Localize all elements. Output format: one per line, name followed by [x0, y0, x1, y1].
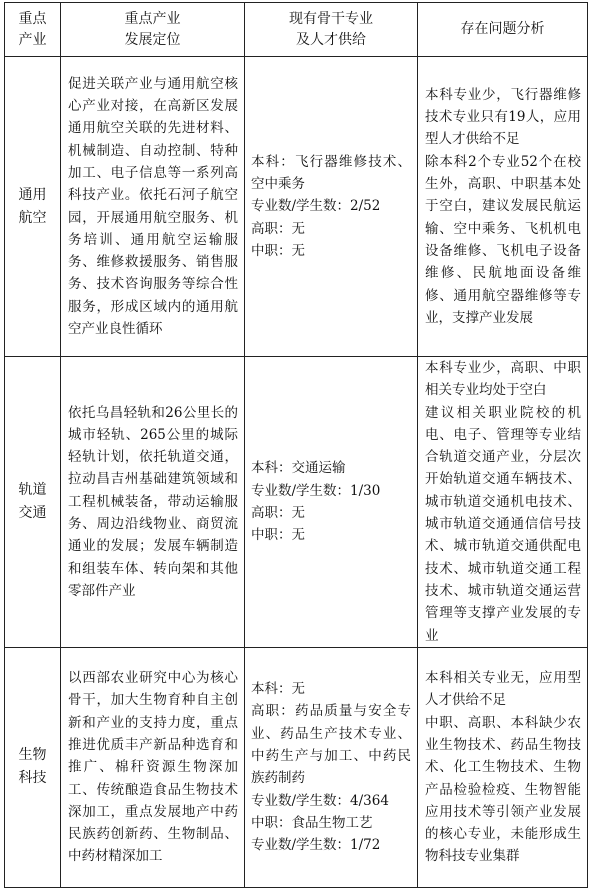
- analysis-text: [418, 357, 588, 648]
- supply-line: 专业数/学生数：1/30: [251, 482, 381, 499]
- supply-line: 本科：飞行器维修技术、空中乘务: [251, 153, 411, 193]
- table-row: [5, 647, 588, 887]
- positioning-paragraph: 依托乌昌轻轨和26公里长的城市轻轨、265公里的城际轻轨计划，依托轨道交通，拉动昌吉州基础建筑领域和工程机械装备，带动运输服务、周边沿线物业、商贸流通业的发展；发展车辆制造和组装车体、转向架和其他零部件产业: [68, 404, 238, 599]
- header-text: 重点: [18, 10, 47, 27]
- industry-name-line: 通用: [18, 186, 47, 203]
- header-text: 发展定位: [124, 31, 181, 48]
- industry-name-line: 航空: [18, 209, 47, 226]
- supply-line: 中职：无: [251, 527, 305, 544]
- header-supply: [245, 3, 418, 57]
- header-key-industry: [5, 3, 61, 57]
- header-analysis: [418, 3, 588, 57]
- supply-line: 专业数/学生数：4/364: [251, 792, 389, 809]
- header-text: 现有骨干专业: [289, 10, 373, 27]
- industry-table: [4, 2, 588, 888]
- analysis-paragraph: 建议相关职业院校的机电、电子、管理等专业结合轨道交通产业，分层次开始轨道交通车辆技术、城市轨道交通机电技术、城市轨道交通通信信号技术、城市轨道交通供配电技术、城市轨道交通工程技术、城市轨道交通运营管理等支撑产业发展的专业: [425, 404, 581, 644]
- table-row: [5, 57, 588, 357]
- analysis-paragraph: 本科专业少，飞行器维修技术专业只有19人，应用型人才供给不足: [425, 86, 581, 148]
- analysis-text: [418, 57, 588, 357]
- supply-line: 高职：药品质量与安全专业、药品生产技术专业、中药生产与加工、中药民族药制药: [251, 703, 411, 787]
- header-text: 及人才供给: [296, 31, 366, 48]
- analysis-text: [418, 647, 588, 887]
- industry-name-line: 轨道: [18, 481, 47, 498]
- table-header-row: [5, 3, 588, 57]
- positioning-text: [61, 647, 245, 887]
- analysis-paragraph: 中职、高职、本科缺少农业生物技术、药品生物技术、化工生物技术、生物产品检验检疫、生物智能应用技术等引领产业发展的核心专业，未能形成生物科技专业集群: [425, 714, 581, 865]
- header-positioning: [61, 3, 245, 57]
- supply-text: [245, 357, 418, 648]
- industry-name: [5, 57, 61, 357]
- industry-name: [5, 357, 61, 648]
- supply-line: 中职：无: [251, 242, 305, 259]
- supply-line: 高职：无: [251, 220, 305, 237]
- supply-line: 专业数/学生数：2/52: [251, 198, 381, 215]
- analysis-paragraph: 本科专业少，高职、中职相关专业均处于空白: [425, 360, 581, 399]
- industry-name: [5, 647, 61, 887]
- supply-line: 本科：交通运输: [251, 460, 346, 477]
- positioning-text: [61, 57, 245, 357]
- analysis-paragraph: 除本科2个专业52个在校生外，高职、中职基本处于空白，建议发展民航运输、空中乘务、飞机机电设备维修、飞机电子设备维修、民航地面设备维修、通用航空器维修等专业，支撑产业发展: [425, 153, 581, 326]
- positioning-paragraph: 促进关联产业与通用航空核心产业对接，在高新区发展通用航空关联的先进材料、机械制造、自动控制、特种加工、电子信息等一系列高科技产业。依托石河子航空园，开展通用航空服务、机务培训、通用航空运输服务、维修救援服务、销售服务、技术咨询服务等综合性服务，形成区域内的通用航空产业良性循环: [68, 75, 238, 337]
- industry-name-line: 生物: [18, 747, 47, 764]
- supply-text: [245, 57, 418, 357]
- analysis-paragraph: 本科相关专业无，应用型人才供给不足: [425, 670, 581, 709]
- positioning-paragraph: 以西部农业研究中心为核心骨干，加大生物育种自主创新和产业的支持力度，重点推进优质丰产新品种选育和推广、棉秆资源生物深加工、传统酿造食品生物技术深加工，重点发展地产中药民族药创新药、生物制品、中药材精深加工: [68, 670, 238, 865]
- industry-name-line: 科技: [18, 770, 47, 787]
- positioning-text: [61, 357, 245, 648]
- header-text: 产业: [18, 31, 47, 48]
- supply-line: 中职：食品生物工艺: [251, 814, 373, 831]
- header-text: 存在问题分析: [460, 21, 545, 37]
- supply-text: [245, 647, 418, 887]
- industry-name-line: 交通: [18, 504, 47, 521]
- header-text: 重点产业: [124, 10, 181, 27]
- supply-line: 高职：无: [251, 504, 305, 521]
- table-row: [5, 357, 588, 648]
- supply-line: 专业数/学生数：1/72: [251, 837, 381, 854]
- supply-line: 本科：无: [251, 681, 305, 698]
